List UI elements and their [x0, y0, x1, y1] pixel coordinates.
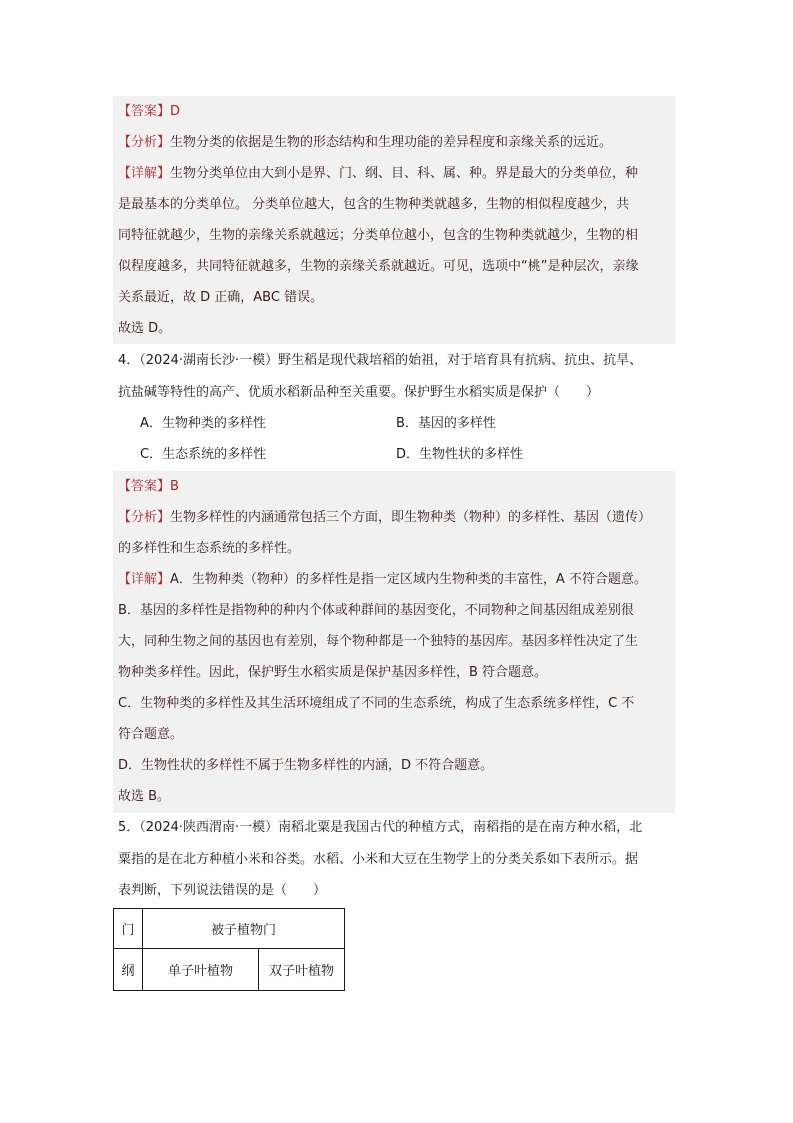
detail-text: C．生物种类的多样性及其生活环境组成了不同的生态系统，构成了生态系统多样性，C 不 [118, 696, 635, 711]
option-a: A．生物种类的多样性 [140, 416, 266, 431]
analysis-text: 的多样性和生态系统的多样性。 [118, 541, 301, 556]
analysis-text: 生物多样性的内涵通常包括三个方面，即生物种类（物种）的多样性、基因（遗传） [170, 510, 652, 525]
q4-answer-line [118, 478, 179, 496]
option-c: C．生态系统的多样性 [140, 447, 267, 462]
detail-text: 关系最近，故 D 正确，ABC 错误。 [118, 290, 324, 305]
conclusion-text: 故选 D。 [118, 321, 172, 336]
detail-text: B．基因的多样性是指物种的种内个体或种群间的基因变化，不同物种之间基因组成差别很 [118, 603, 634, 618]
table-row-header: 门 [114, 909, 143, 949]
detail-tag: 【详解】 [118, 166, 171, 181]
detail-text: 同特征就越少，生物的亲缘关系就越远；分类单位越小，包含的生物种类就越少，生物的相 [118, 228, 639, 243]
q4-analysis-line [118, 509, 651, 527]
q3-detail-line [118, 165, 638, 183]
question-stem: 4．（2024·湖南长沙·一模）野生稻是现代栽培稻的始祖，对于培育具有抗病、抗虫、抗旱、 [118, 353, 643, 368]
q4-detail-line [118, 571, 647, 589]
question-stem: 粟指的是在北方种植小米和谷类。水稻、小米和大豆在生物学上的分类关系如下表所示。据 [118, 852, 639, 867]
table-cell: 单子叶植物 [143, 949, 259, 991]
table-row-header: 纲 [114, 949, 143, 991]
answer-tag: 【答案】 [118, 104, 171, 119]
option-d: D．生物性状的多样性 [396, 447, 524, 462]
question-stem: 5．（2024·陕西渭南·一模）南稻北粟是我国古代的种植方式，南稻指的是在南方种水稻，北 [118, 820, 643, 835]
detail-text: 大，同种生物之间的基因也有差别，每个物种都是一个独特的基因库。基因多样性决定了生 [118, 634, 639, 649]
detail-text: 物种类多样性。因此，保护野生水稻实质是保护基因多样性，B 符合题意。 [118, 665, 548, 680]
analysis-text: 生物分类的依据是生物的形态结构和生理功能的差异程度和亲缘关系的远近。 [170, 135, 613, 150]
answer-tag: 【答案】 [118, 479, 171, 494]
conclusion-text: 故选 B。 [118, 789, 171, 804]
analysis-tag: 【分析】 [118, 135, 171, 150]
detail-text: 是最基本的分类单位。 分类单位越大，包含的生物种类就越多，生物的相似程度越少，共 [118, 197, 630, 212]
detail-text: A．生物种类（物种）的多样性是指一定区域内生物种类的丰富性，A 不符合题意。 [170, 572, 647, 587]
question-stem: 表判断，下列说法错误的是（ ） [118, 883, 327, 898]
table-cell: 被子植物门 [143, 909, 345, 949]
detail-text: 似程度越多，共同特征就越多，生物的亲缘关系就越近。可见，选项中“桃”是种层次，亲缘 [118, 259, 639, 274]
q3-answer-line [118, 103, 180, 121]
table-row [114, 949, 345, 991]
detail-tag: 【详解】 [118, 572, 171, 587]
table-row [114, 909, 345, 949]
table-cell: 双子叶植物 [259, 949, 345, 991]
option-b: B．基因的多样性 [396, 416, 496, 431]
q3-analysis-line [118, 134, 612, 152]
analysis-tag: 【分析】 [118, 510, 171, 525]
question-stem: 抗盐碱等特性的高产、优质水稻新品种至关重要。保护野生水稻实质是保护（ ） [118, 385, 600, 400]
detail-text: 生物分类单位由大到小是界、门、纲、目、科、属、种。界是最大的分类单位，种 [170, 166, 639, 181]
answer-value: D [170, 104, 181, 119]
answer-value: B [170, 479, 179, 494]
detail-text: 符合题意。 [118, 727, 184, 742]
classification-table [113, 908, 345, 991]
detail-text: D．生物性状的多样性不属于生物多样性的内涵，D 不符合题意。 [118, 758, 494, 773]
